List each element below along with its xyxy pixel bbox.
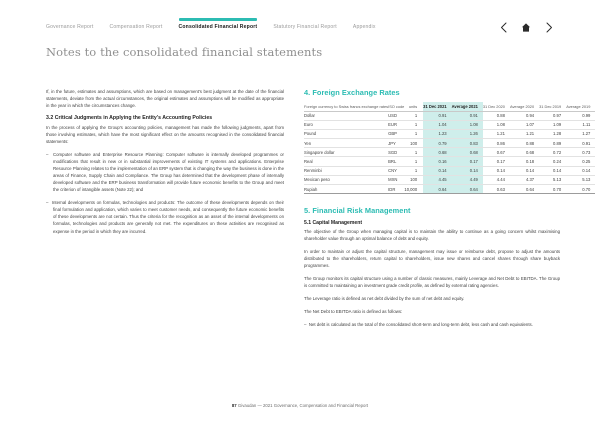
cell-rate-value: 0.14 (510, 166, 539, 175)
cell-rate-value: 0.70 (539, 185, 566, 194)
cell-rate-value: 1.08 (452, 120, 483, 129)
cell-rate-value: 0.14 (566, 166, 595, 175)
cell-rate-value: 0.67 (483, 148, 510, 157)
cell-rate-value: 0.17 (483, 157, 510, 166)
cell-iso-code: SGD (388, 148, 404, 157)
column-header-31-dec-2019: 31 Dec 2019 (539, 102, 566, 111)
top-navigation (46, 18, 554, 33)
net-debt-bullet-list (304, 321, 560, 328)
table-row (304, 166, 595, 175)
cell-rate-value: 0.18 (510, 157, 539, 166)
cell-iso-code: MXN (388, 175, 404, 184)
cell-units: 1 (404, 111, 423, 120)
cell-rate-value: 0.64 (510, 185, 539, 194)
cell-units: 100 (404, 139, 423, 148)
cell-rate-value: 0.99 (566, 111, 595, 120)
list-item: – Internal developments on formulas, technologies and products: The outcome of these developments depends on their final formulation and application, which varies to meet customer needs, and consequently the future economic benefits of these developments are not certain. Thus the criteria for the recognition as an asset of the internal developments on formulas, technologies and products are generally not met. The expenditures on these activities are recognised as expense in the period in which they are incurred. (46, 199, 284, 234)
list-item: – Net debt is calculated as the total of the consolidated short-term and long-term debt, less cash and cash equivalents. (304, 321, 560, 328)
table-row (304, 111, 595, 120)
cell-rate-value: 1.23 (423, 129, 451, 138)
column-header-currency: Foreign currency to Swiss francs exchange rates (304, 102, 388, 111)
cell-rate-value: 0.91 (566, 139, 595, 148)
cell-currency-name: Real (304, 157, 388, 166)
net-debt-ebitda-paragraph: The Net Debt to EBITDA ratio is defined as follows: (304, 309, 403, 315)
nav-tab-consolidated-financial-report[interactable]: Consolidated Financial Report (179, 18, 258, 30)
cell-rate-value: 0.86 (483, 139, 510, 148)
cell-rate-value: 0.68 (510, 148, 539, 157)
cell-rate-value: 0.68 (452, 148, 483, 157)
page-title: Notes to the consolidated financial statements (46, 45, 323, 59)
cell-rate-value: 0.16 (423, 157, 451, 166)
cell-rate-value: 0.88 (483, 111, 510, 120)
cell-currency-name: Yen (304, 139, 388, 148)
footer-text: Givaudan — 2021 Governance, Compensation and Financial Report (237, 403, 369, 408)
cell-rate-value: 0.17 (452, 157, 483, 166)
cell-rate-value: 0.14 (423, 166, 451, 175)
cell-iso-code: CNY (388, 166, 404, 175)
cell-rate-value: 0.68 (423, 148, 451, 157)
next-chevron-icon[interactable] (544, 21, 554, 33)
page-footer (0, 403, 600, 408)
table-body (304, 111, 595, 194)
nav-tab-compensation-report[interactable]: Compensation Report (109, 24, 163, 30)
cell-rate-value: 0.64 (423, 185, 451, 194)
cell-units: 1 (404, 166, 423, 175)
cell-currency-name: Rupiah (304, 185, 388, 194)
cell-rate-value: 0.14 (483, 166, 510, 175)
cell-units: 100 (404, 175, 423, 184)
nav-tab-statutory-financial-report[interactable]: Statutory Financial Report (273, 24, 337, 30)
section-heading-foreign-exchange-rates: 4. Foreign Exchange Rates (304, 88, 400, 97)
table-row (304, 129, 595, 138)
cell-rate-value: 0.73 (566, 148, 595, 157)
cell-units: 1 (404, 148, 423, 157)
cell-iso-code: JPY (388, 139, 404, 148)
cell-rate-value: 0.91 (452, 111, 483, 120)
capital-paragraph-3: The Group monitors its capital structure using a number of classic measures, mainly Leverage and Net Debt to EBITDA. The Group is committed to maintaining an investment grade credit profile, as defined by external rating agencies. (304, 276, 560, 289)
cell-units: 1 (404, 120, 423, 129)
column-header-31-dec-2021: 31 Dec 2021 (423, 102, 451, 111)
cell-currency-name: Singapore dollar (304, 148, 388, 157)
right-column (304, 88, 591, 335)
cell-rate-value: 1.04 (423, 120, 451, 129)
cell-units: 1 (404, 129, 423, 138)
cell-rate-value: 5.13 (539, 175, 566, 184)
cell-rate-value: 4.44 (483, 175, 510, 184)
left-column (46, 88, 284, 335)
cell-rate-value: 0.97 (539, 111, 566, 120)
foreign-exchange-rates-table (304, 102, 595, 194)
cell-rate-value: 0.25 (566, 157, 595, 166)
paragraph-3-2: In the process of applying the Group's accounting policies, management has made the following judgments, apart from those involving estimates, which have the most significant effect on the amounts recognised in the consolidated financial statements: (46, 125, 284, 145)
nav-tab-list (46, 18, 376, 30)
cell-rate-value: 0.89 (539, 139, 566, 148)
judgments-bullet-list (46, 151, 284, 234)
cell-rate-value: 0.24 (539, 157, 566, 166)
cell-currency-name: Dollar (304, 111, 388, 120)
heading-3-2: 3.2 Critical Judgments in Applying the Entity's Accounting Policies (46, 115, 213, 122)
capital-paragraph-1: The objective of the Group when managing capital is to maintain the ability to continue as a going concern whilst maximising shareholder value through an optimal balance of debt and equity. (304, 229, 560, 242)
cell-rate-value: 0.14 (452, 166, 483, 175)
cell-iso-code: BRL (388, 157, 404, 166)
table-row (304, 139, 595, 148)
table-row (304, 175, 595, 184)
column-header-average-2020: Average 2020 (510, 102, 539, 111)
cell-rate-value: 0.63 (483, 185, 510, 194)
cell-currency-name: Pound (304, 129, 388, 138)
column-header-average-2021: Average 2021 (452, 102, 483, 111)
cell-rate-value: 0.79 (423, 139, 451, 148)
cell-currency-name: Renminbi (304, 166, 388, 175)
table-row (304, 185, 595, 194)
home-icon[interactable] (521, 21, 531, 33)
intro-paragraph: If, in the future, estimates and assumptions, which are based on management's best judgment at the date of the financial statements, deviate from the actual circumstances, the original estimates and assumptions will be modified as appropriate in the year in which the circumstances change. (46, 89, 284, 109)
cell-rate-value: 1.11 (566, 120, 595, 129)
capital-paragraph-2: In order to maintain or adjust the capital structure, management may issue or reimburse debt, propose to adjust the amounts distributed to the shareholders, return capital to shareholders, issue new shares and cancel shares through share buyback programmes. (304, 249, 560, 269)
column-header-units: units (404, 102, 423, 111)
cell-rate-value: 1.07 (510, 120, 539, 129)
cell-rate-value: 0.64 (452, 185, 483, 194)
cell-rate-value: 1.27 (566, 129, 595, 138)
cell-rate-value: 0.14 (539, 166, 566, 175)
cell-rate-value: 0.83 (452, 139, 483, 148)
footer-page-number: 87 (231, 403, 237, 408)
table-row (304, 157, 595, 166)
cell-rate-value: 1.28 (539, 129, 566, 138)
cell-rate-value: 4.37 (510, 175, 539, 184)
cell-units: 10,000 (404, 185, 423, 194)
cell-rate-value: 0.72 (539, 148, 566, 157)
cell-rate-value: 4.45 (423, 175, 451, 184)
cell-iso-code: IDR (388, 185, 404, 194)
cell-rate-value: 1.08 (483, 120, 510, 129)
column-header-iso-code: ISO code (388, 102, 404, 111)
cell-iso-code: USD (388, 111, 404, 120)
cell-units: 1 (404, 157, 423, 166)
cell-rate-value: 0.88 (510, 139, 539, 148)
cell-iso-code: GBP (388, 129, 404, 138)
leverage-ratio-paragraph: The Leverage ratio is defined as net debt divided by the sum of net debt and equity. (304, 296, 465, 302)
cell-currency-name: Euro (304, 120, 388, 129)
cell-rate-value: 0.94 (510, 111, 539, 120)
content-columns (46, 88, 591, 335)
cell-currency-name: Mexican peso (304, 175, 388, 184)
cell-rate-value: 1.21 (483, 129, 510, 138)
column-header-average-2019: Average 2019 (566, 102, 595, 111)
cell-rate-value: 0.70 (566, 185, 595, 194)
prev-chevron-icon[interactable] (498, 21, 508, 33)
table-row (304, 148, 595, 157)
cell-rate-value: 1.09 (539, 120, 566, 129)
cell-rate-value: 4.49 (452, 175, 483, 184)
cell-rate-value: 5.13 (566, 175, 595, 184)
cell-rate-value: 1.21 (510, 129, 539, 138)
cell-iso-code: EUR (388, 120, 404, 129)
nav-tab-governance-report[interactable]: Governance Report (46, 24, 94, 30)
list-item: – Computer software and Enterprise Resource Planning: Computer software is internally developed programmes or modifications that result in new or in substantial improvements of existing IT systems and applications. Enterprise Resource Planning relates to the implementation of an ERP system that is changing the way the business is done in the areas of Finance, Supply Chain and Compliance. The Group has determined that the development phase of internally developed software and the ERP business transformation will provide future economic benefits to the Group and meet the criterion of intangible assets (Note 22); and (46, 151, 284, 193)
table-row (304, 120, 595, 129)
heading-5-1-capital-management: 5.1 Capital Management (304, 220, 363, 227)
column-header-31-dec-2020: 31 Dec 2020 (483, 102, 510, 111)
table-header (304, 102, 595, 111)
section-heading-financial-risk-management: 5. Financial Risk Management (304, 206, 411, 216)
cell-rate-value: 0.91 (423, 111, 451, 120)
nav-tab-appendix[interactable]: Appendix (352, 24, 376, 30)
nav-controls (498, 18, 554, 33)
cell-rate-value: 1.26 (452, 129, 483, 138)
